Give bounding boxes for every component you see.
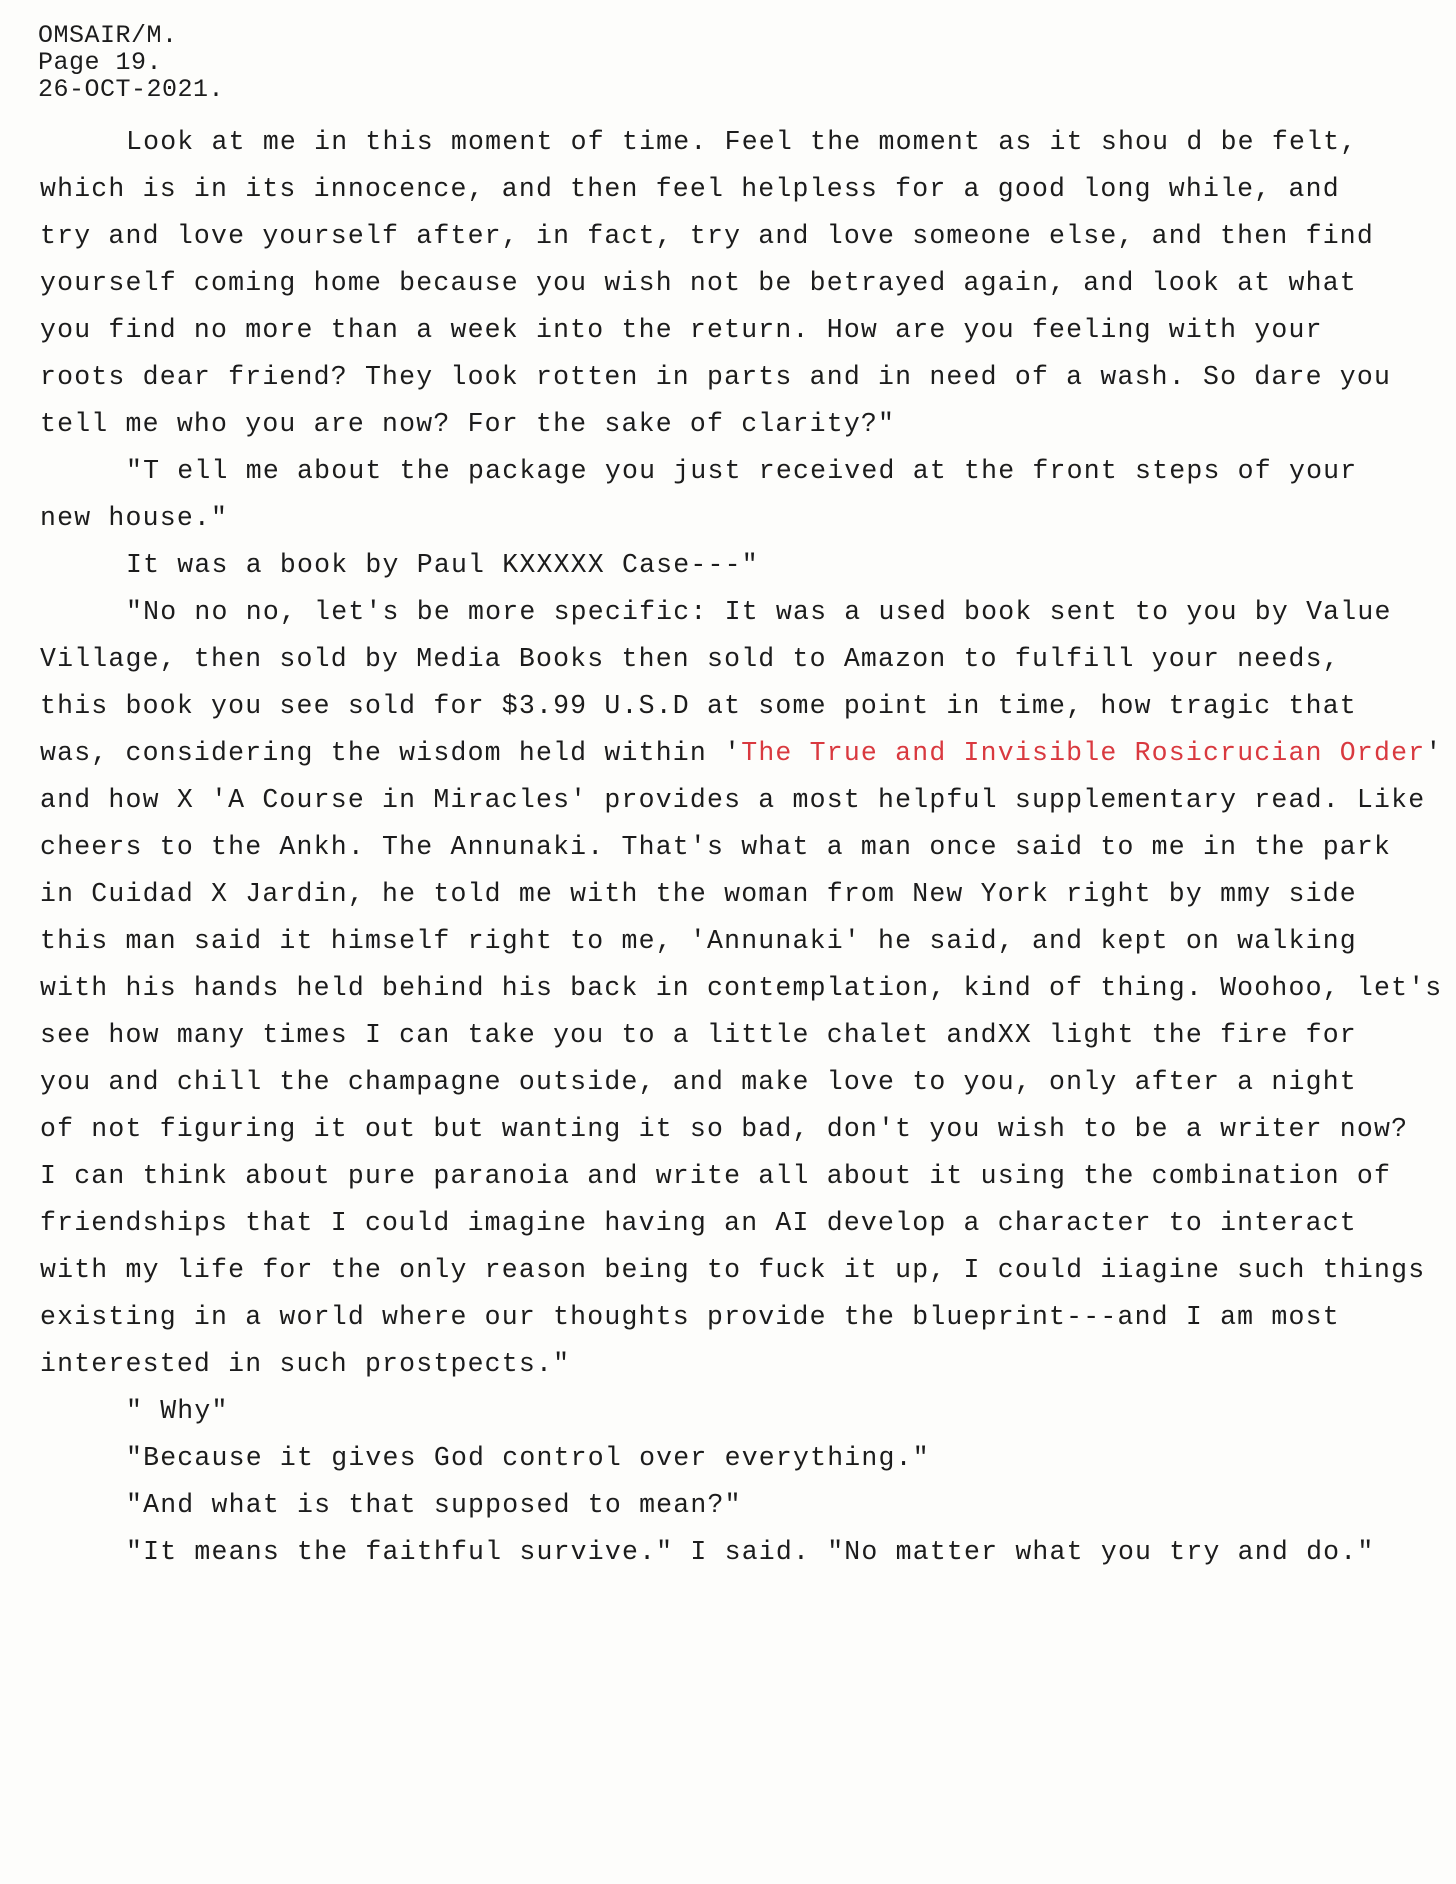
text-segment: was, considering the wisdom held within ' — [40, 738, 742, 768]
text-line: yourself coming home because you wish not be betrayed again, and look at what — [40, 268, 1357, 298]
text-line: with his hands held behind his back in contemplation, kind of thing. Woohoo, let's — [40, 973, 1443, 1003]
text-line: "It means the faithful survive." I said. "No matter what you try and do." — [126, 1537, 1375, 1567]
header-date: 26-OCT-2021. — [38, 75, 225, 104]
text-segment: ' — [1425, 738, 1443, 768]
text-line: this man said it himself right to me, 'Annunaki' he said, and kept on walking — [40, 926, 1357, 956]
text-line: I can think about pure paranoia and write all about it using the combination of — [40, 1161, 1392, 1191]
text-line: "No no no, let's be more specific: It was a used book sent to you by Value — [126, 597, 1392, 627]
text-line: try and love yourself after, in fact, try and love someone else, and then find — [40, 221, 1375, 251]
text-line: friendships that I could imagine having an AI develop a character to interact — [40, 1208, 1357, 1238]
text-line: " Why" — [126, 1396, 229, 1426]
text-line: which is in its innocence, and then feel helpless for a good long while, and — [40, 174, 1340, 204]
text-line: new house." — [40, 503, 229, 533]
text-line: "Because it gives God control over everything." — [126, 1443, 930, 1473]
text-line: interested in such prostpects." — [40, 1349, 571, 1379]
text-line: "T ell me about the package you just received at the front steps of your — [126, 456, 1358, 486]
text-line: and how X 'A Course in Miracles' provides a most helpful supplementary read. Like — [40, 785, 1426, 815]
text-line: you and chill the champagne outside, and make love to you, only after a night — [40, 1067, 1357, 1097]
text-line: tell me who you are now? For the sake of clarity?" — [40, 409, 896, 439]
text-line — [40, 737, 1442, 769]
header-author: OMSAIR/M. — [38, 21, 178, 50]
text-line: see how many times I can take you to a little chalet andXX light the fire for — [40, 1020, 1357, 1050]
text-line: this book you see sold for $3.99 U.S.D at some point in time, how tragic that — [40, 691, 1357, 721]
text-line: It was a book by Paul KXXXXX Case---" — [126, 550, 759, 580]
text-line: Look at me in this moment of time. Feel the moment as it shou d be felt, — [126, 127, 1358, 157]
text-line: roots dear friend? They look rotten in parts and in need of a wash. So dare you — [40, 362, 1392, 392]
text-line: you find no more than a week into the return. How are you feeling with your — [40, 315, 1323, 345]
text-line: with my life for the only reason being to fuck it up, I could iiagine such things — [40, 1255, 1426, 1285]
text-line: of not figuring it out but wanting it so bad, don't you wish to be a writer now? — [40, 1114, 1409, 1144]
document-header — [38, 22, 224, 103]
header-page-number: Page 19. — [38, 48, 163, 77]
text-line: in Cuidad X Jardin, he told me with the woman from New York right by mmy side — [40, 879, 1357, 909]
text-line: "And what is that supposed to mean?" — [126, 1490, 742, 1520]
text-line: Village, then sold by Media Books then sold to Amazon to fulfill your needs, — [40, 644, 1340, 674]
text-line: existing in a world where our thoughts provide the blueprint---and I am most — [40, 1302, 1340, 1332]
red-book-title: The True and Invisible Rosicrucian Order — [741, 738, 1426, 768]
text-line: cheers to the Ankh. The Annunaki. That's what a man once said to me in the park — [40, 832, 1392, 862]
